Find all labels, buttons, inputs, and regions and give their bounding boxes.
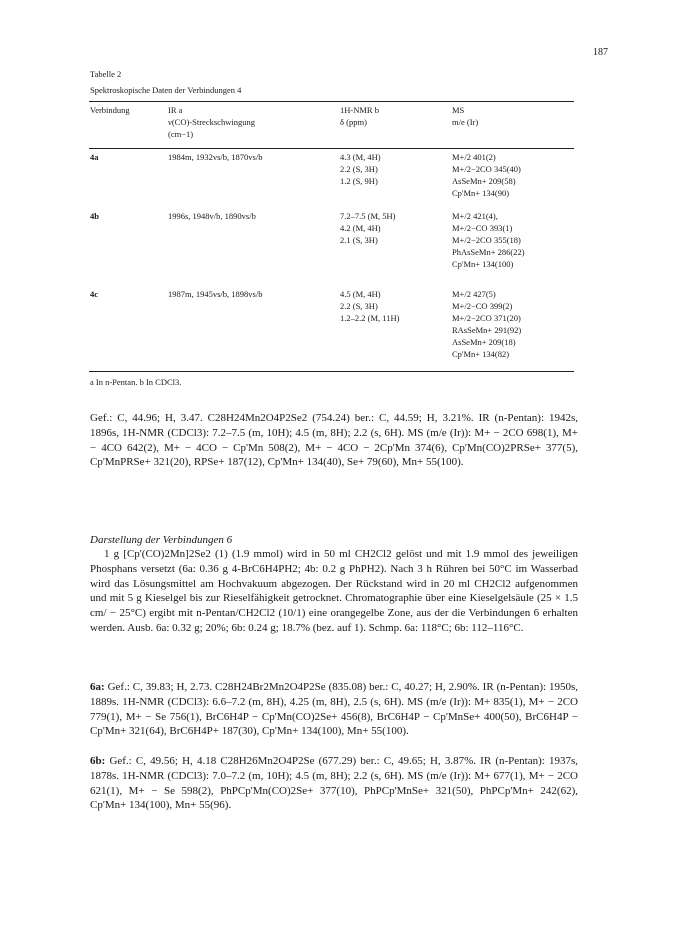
ms-line: M+/2−2CO 371(20) [452, 313, 521, 323]
compound-label: 4b [90, 211, 99, 221]
compound-label: 4c [90, 289, 99, 299]
analysis-paragraph: Gef.: C, 44.96; H, 3.47. C28H24Mn2O4P2Se2 (754.24) ber.: C, 44.59; H, 3.21%. IR (n-Pentan): 1942s, 1896s, 1H-NMR (CDCl3): 7.2–7.5 (m, 10H); 4.5 (m, 8H); 2.2 (s, 6H). MS (m/e (Ir)): M+ − 2CO 698(1), M+ − 4CO 642(2), M+ − 4CO − Cp'Mn 508(2), M+ − 4CO − 2Cp'Mn 374(6), Cp'Mn(CO)2PRSe+ 377(5), Cp'MnPRSe+ 321(20), RPSe+ 187(12), Cp'Mn+ 134(40), Se+ 79(60), Mn+ 55(100). [90, 412, 578, 469]
header-line: Verbindung [90, 105, 130, 115]
page-number: 187 [593, 47, 608, 58]
header-line: (cm−1) [168, 129, 194, 139]
header-line: m/e (Ir) [452, 117, 479, 127]
table-header-compound [90, 104, 130, 116]
header-line: 1H-NMR b [340, 105, 379, 115]
nmr-line: 1.2 (S, 9H) [340, 176, 378, 186]
ms-line: M+/2−2CO 345(40) [452, 164, 521, 174]
ms-values [452, 210, 525, 270]
nmr-values [340, 151, 381, 187]
table-header-ms [452, 104, 478, 128]
ms-line: AsSeMn+ 209(58) [452, 176, 516, 186]
table-header-nmr [340, 104, 379, 128]
ms-line: PhAsSeMn+ 286(22) [452, 247, 525, 257]
compound-6b-text: Gef.: C, 49.56; H, 4.18 C28H26Mn2O4P2Se (677.29) ber.: C, 49.65; H, 3.87%. IR (n-Pentan): 1937s, 1878s. 1H-NMR (CDCl3): 7.0–7.2 (m, 10H); 4.5 (m, 8H); 2.2 (s, 6H). MS (m/e (Ir)): M+ 677(1), M+ − 2CO 621(1), M+ − Se 598(2), PhPCp'Mn(CO)2Se+ 377(10), PhPCp'MnSe+ 321(50), PhPCp'Mn+ 242(62), Cp'Mn+ 134(100), Mn+ 55(96). [90, 755, 578, 812]
header-line: δ (ppm) [340, 117, 367, 127]
nmr-line: 2.1 (S, 3H) [340, 235, 378, 245]
nmr-values [340, 288, 399, 324]
compound-6a-label: 6a: [90, 681, 105, 693]
ms-line: M+/2−CO 399(2) [452, 301, 513, 311]
ms-line: M+/2−CO 393(1) [452, 223, 513, 233]
ms-line: AsSeMn+ 209(18) [452, 337, 516, 347]
ms-line: M+/2−2CO 355(18) [452, 235, 521, 245]
ms-line: Cp'Mn+ 134(82) [452, 349, 510, 359]
ms-line: M+/2 427(5) [452, 289, 496, 299]
nmr-line: 4.2 (M, 4H) [340, 223, 381, 233]
procedure-paragraph: 1 g [Cp'(CO)2Mn]2Se2 (1) (1.9 mmol) wird in 50 ml CH2Cl2 gelöst und mit 1.9 mmol des jeweiligen Phosphans versetzt (6a: 0.36 g 4-BrC6H4PH2; 4b: 0.2 g PhPH2). Nach 3 h Rühren bei 50°C im Wasserbad wird das Lösungsmittel am Hochvakuum abgezogen. Der Rückstand wird in 20 ml CH2Cl2 aufgenommen und mit 5 g Kieselgel bis zur Rieselfähigkeit getrocknet. Chromatographie über eine Kieselgelsäule (25 × 1.5 cm/ − 25°C) ergibt mit n-Pentan/CH2Cl2 (10/1) eine orangegelbe Zone, aus der die Verbindungen 6 erhalten werden. Ausb. 6a: 0.32 g; 20%; 6b: 0.24 g; 18.7% (bez. auf 1). Schmp. 6a: 118°C; 6b: 112–116°C. [90, 548, 578, 634]
ms-values [452, 288, 521, 360]
nmr-line: 4.5 (M, 4H) [340, 289, 381, 299]
nmr-line: 2.2 (S, 3H) [340, 301, 378, 311]
ms-line: RAsSeMn+ 291(92) [452, 325, 522, 335]
nmr-line: 2.2 (S, 3H) [340, 164, 378, 174]
compound-6a-paragraph [90, 680, 578, 739]
compound-label: 4a [90, 152, 99, 162]
table-caption-subtitle: Spektroskopische Daten der Verbindungen 4 [90, 85, 242, 95]
ms-line: M+/2 421(4), [452, 211, 498, 221]
ir-value: 1996s, 1948v/b, 1890vs/b [168, 211, 256, 221]
table-rule-top [89, 101, 574, 102]
ir-value: 1984m, 1932vs/b, 1870vs/b [168, 152, 263, 162]
table-rule-header [89, 148, 574, 149]
nmr-line: 4.3 (M, 4H) [340, 152, 381, 162]
ir-value: 1987m, 1945vs/b, 1898vs/b [168, 289, 263, 299]
compound-6b-paragraph [90, 754, 578, 813]
table-header-ir [168, 104, 255, 140]
compound-6b-label: 6b: [90, 755, 106, 767]
compound-6a-text: Gef.: C, 39.83; H, 2.73. C28H24Br2Mn2O4P2Se (835.08) ber.: C, 40.27; H, 2.90%. IR (n-Pentan): 1950s, 1889s. 1H-NMR (CDCl3): 6.6–7.2 (m, 8H), 4.25 (m, 8H), 2.5 (s, 6H). MS (m/e (Ir)): M+ 835(1), M+ − 2CO 779(1), M+ − Se 756(1), BrC6H4P − Cp'Mn(CO)2Se+ 456(8), BrC6H4P − Cp'MnSe+ 400(50), BrC6H4P − Cp'Mn+ 321(64), BrC6H4P+ 187(30), Cp'Mn+ 134(100), Mn+ 55(100). [90, 681, 578, 738]
nmr-line: 1.2–2.2 (M, 11H) [340, 313, 400, 323]
section-heading: Darstellung der Verbindungen 6 [90, 534, 233, 546]
header-line: MS [452, 105, 465, 115]
ms-line: Cp'Mn+ 134(100) [452, 259, 514, 269]
table-rule-bottom [89, 371, 574, 372]
header-line: IR a [168, 105, 183, 115]
header-line: ν(CO)-Streckschwingung [168, 117, 255, 127]
nmr-line: 7.2–7.5 (M, 5H) [340, 211, 396, 221]
nmr-values [340, 210, 395, 246]
ms-line: M+/2 401(2) [452, 152, 496, 162]
ms-line: Cp'Mn+ 134(90) [452, 188, 510, 198]
ms-values [452, 151, 521, 199]
table-footnote: a In n-Pentan. b In CDCl3. [90, 377, 182, 387]
table-caption-title: Tabelle 2 [90, 69, 122, 79]
